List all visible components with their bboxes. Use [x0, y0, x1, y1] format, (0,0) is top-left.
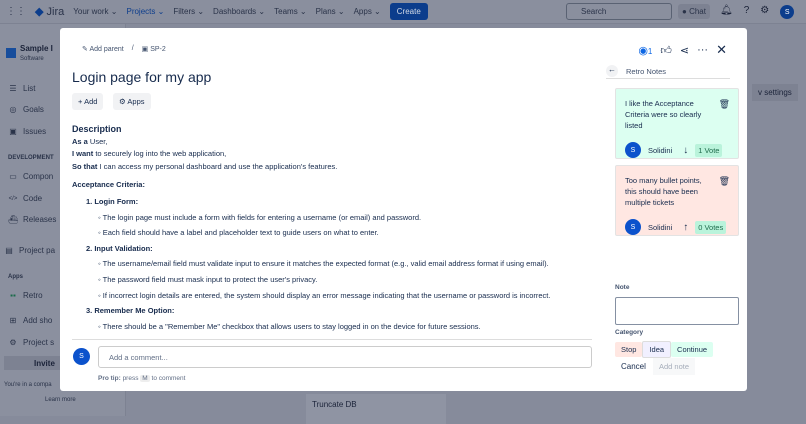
top-nav — [0, 0, 806, 24]
nav-your-work[interactable]: Your work ⌄ — [73, 7, 118, 16]
back-arrow-icon[interactable]: ← — [606, 65, 618, 77]
search-input[interactable]: Search — [566, 3, 672, 20]
criteria-item: 3. Remember Me Option: — [86, 306, 175, 316]
chat-button[interactable]: ● Chat — [678, 4, 710, 19]
criteria-subitem: ◦ Each field should have a label and placeholder text to guide users on what to enter. — [98, 228, 379, 238]
vote-count: 0 Votes — [695, 221, 726, 234]
note-input[interactable] — [615, 297, 739, 325]
add-parent-link[interactable]: ✎ Add parent — [82, 46, 124, 53]
nav-filters[interactable]: Filters ⌄ — [173, 7, 205, 16]
category-idea[interactable]: Idea — [642, 341, 671, 358]
criteria-item: 2. Input Validation: — [86, 243, 153, 253]
issues-icon: ▣ — [9, 127, 17, 136]
learn-more-link[interactable]: Learn more — [45, 397, 76, 403]
sidebar-item-components[interactable]: ▭ Compon — [9, 172, 54, 181]
more-icon[interactable]: ··· — [697, 44, 709, 56]
criteria-subitem: ◦ The username/email field must validate input to ensure it matches the expected format (e.g., valid email address format if using email). — [98, 259, 549, 269]
nav-apps[interactable]: Apps ⌄ — [353, 7, 381, 16]
breadcrumb-separator: / — [131, 45, 134, 52]
acceptance-criteria-heading: Acceptance Criteria: — [72, 180, 145, 190]
criteria-subitem: ◦ If incorrect login details are entered, the system should display an error message indicating that the username or password is incorrect. — [98, 290, 551, 300]
sidebar-item-project-pages[interactable]: ▤ Project pa — [5, 246, 56, 255]
create-button[interactable]: Create — [390, 3, 428, 20]
criteria-subitem: ◦ The login page must include a form with fields for entering a username (or email) and password. — [98, 212, 422, 222]
releases-icon: ⛴ — [8, 215, 19, 224]
breadcrumb — [82, 45, 166, 53]
retro-note-card — [615, 165, 739, 236]
author-avatar: S — [625, 142, 641, 158]
criteria-subitem: ◦ There should be a "Remember Me" checkbox that allows users to stay logged in on the device for future sessions. — [98, 321, 481, 331]
issue-type-icon: ▣ — [141, 46, 149, 53]
description-line: So that I can access my personal dashboard and use the application's features. — [72, 161, 338, 171]
retro-notes-panel — [606, 64, 736, 391]
app-switcher-icon[interactable]: ⋮⋮ — [6, 6, 26, 17]
retro-icon: ▪▪ — [10, 291, 16, 300]
sidebar-item-code[interactable]: </> Code — [8, 194, 43, 203]
vote-count: 1 Vote — [695, 144, 722, 157]
trash-icon[interactable]: 🗑︎ — [718, 99, 730, 109]
sidebar-item-list[interactable]: ☰ List — [9, 84, 36, 93]
retro-note-card — [615, 88, 739, 159]
invite-button[interactable]: Invite — [4, 356, 120, 370]
author-avatar: S — [625, 219, 641, 235]
sidebar-item-project-settings[interactable]: ⚙ Project s — [9, 338, 55, 347]
product-name: Jira — [46, 6, 65, 18]
issue-modal — [60, 28, 747, 391]
add-note-button[interactable]: Add note — [653, 358, 695, 375]
watch-button[interactable]: ◉1 — [638, 44, 653, 57]
vote-arrow-icon[interactable]: ↓ — [683, 144, 689, 156]
board-card[interactable]: Truncate DB — [306, 394, 446, 424]
comment-input[interactable]: Add a comment... — [98, 346, 592, 368]
code-icon: </> — [8, 195, 18, 202]
apps-button[interactable]: ⚙ Apps — [113, 93, 151, 110]
sidebar-item-add-shortcut[interactable]: ⊞ Add sho — [9, 316, 53, 325]
pro-tip: Pro tip: press M to comment — [98, 375, 186, 382]
sidebar-item-goals[interactable]: ◎ Goals — [9, 105, 44, 114]
user-avatar[interactable]: S — [780, 5, 794, 19]
sidebar-item-retro[interactable]: ▪▪ Retro — [8, 291, 43, 300]
development-label: DEVELOPMENT — [8, 155, 54, 161]
settings-icon: ⚙ — [9, 338, 17, 347]
nav-plans[interactable]: Plans ⌄ — [315, 7, 345, 16]
notifications-icon[interactable]: 🔔︎ — [720, 5, 733, 16]
category-label: Category — [615, 329, 644, 336]
description[interactable] — [72, 123, 592, 337]
company-text: You're in a compa — [4, 382, 52, 388]
description-heading: Description — [72, 124, 122, 134]
category-continue[interactable]: Continue — [671, 342, 713, 357]
like-icon[interactable]: 👍︎ — [660, 44, 672, 57]
project-icon — [6, 48, 16, 58]
settings-icon[interactable]: ⚙ — [760, 5, 770, 16]
sidebar-item-issues[interactable]: ▣ Issues — [9, 127, 47, 136]
vote-arrow-icon[interactable]: ↑ — [683, 221, 689, 233]
goals-icon: ◎ — [9, 105, 17, 114]
jira-logo[interactable]: ◆ Jira — [35, 6, 65, 18]
share-icon[interactable]: ⋖ — [679, 44, 690, 57]
apps-label: Apps — [8, 274, 23, 280]
issue-title[interactable]: Login page for my app — [72, 69, 212, 85]
description-line: As a User, — [72, 136, 108, 146]
category-stop[interactable]: Stop — [615, 342, 642, 357]
add-button[interactable]: + Add — [72, 93, 103, 110]
note-text: Too many bullet points, this should have been multiple tickets — [625, 176, 702, 207]
trash-icon[interactable]: 🗑︎ — [718, 176, 730, 186]
criteria-item: 1. Login Form: — [86, 196, 139, 206]
note-text: I like the Acceptance Criteria were so clearly listed — [625, 99, 702, 130]
view-settings-button[interactable]: v settings — [752, 84, 798, 101]
close-icon[interactable]: ✕ — [716, 42, 727, 57]
note-label: Note — [615, 284, 630, 291]
author-name: Solidini — [648, 222, 673, 232]
sidebar-item-releases[interactable]: ⛴ Releases — [8, 215, 57, 224]
nav-dashboards[interactable]: Dashboards ⌄ — [213, 7, 266, 16]
description-line: I want to securely log into the web application, — [72, 149, 227, 159]
nav-projects[interactable]: Projects ⌄ — [126, 7, 165, 16]
list-icon: ☰ — [9, 84, 17, 93]
criteria-subitem: ◦ The password field must mask input to protect the user's privacy. — [98, 274, 318, 284]
retro-notes-title: Retro Notes — [626, 66, 667, 76]
cancel-button[interactable]: Cancel — [621, 362, 646, 371]
commenter-avatar: S — [73, 348, 90, 365]
project-header[interactable]: Sample I Software — [6, 44, 53, 62]
pages-icon: ▤ — [5, 246, 13, 255]
help-icon[interactable]: ? — [743, 5, 750, 16]
author-name: Solidini — [648, 145, 673, 155]
nav-teams[interactable]: Teams ⌄ — [274, 7, 307, 16]
components-icon: ▭ — [9, 172, 17, 181]
add-shortcut-icon: ⊞ — [9, 316, 17, 325]
issue-key-link[interactable]: ▣ SP-2 — [141, 46, 166, 53]
